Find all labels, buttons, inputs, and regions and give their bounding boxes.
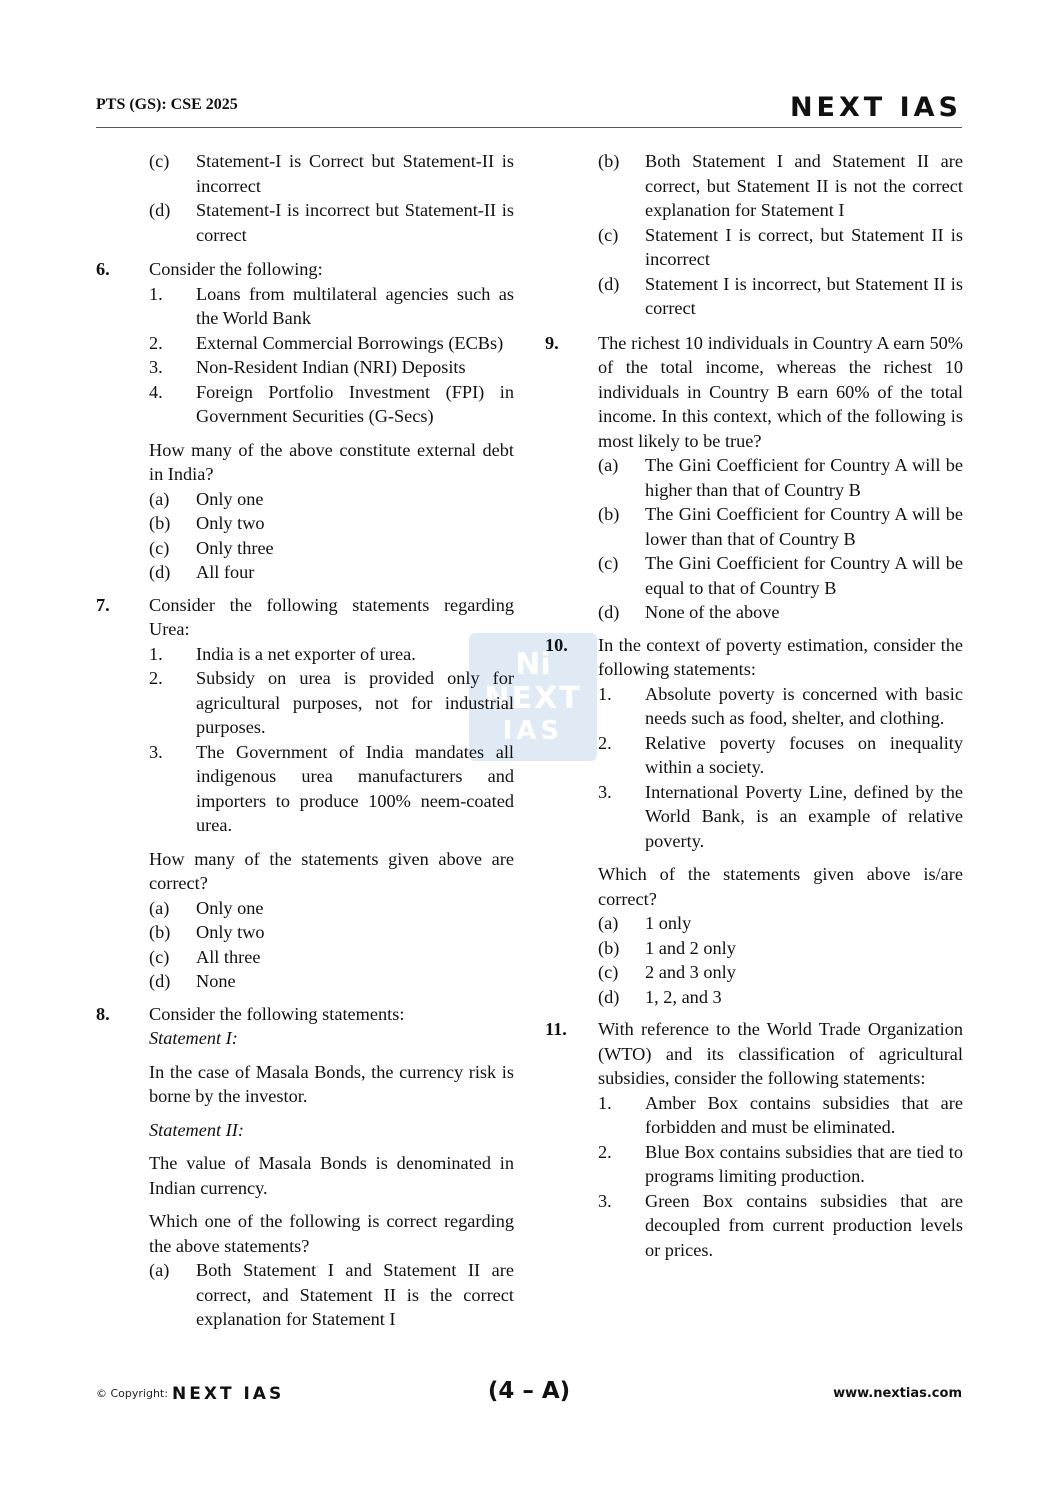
- question-11: 11. With reference to the World Trade Organization (WTO) and its classification of agricultural subsidies, consider the following statements: 1. Amber Box contains subsidies that are forbidden and must be eliminated. 2. Blue Box contains subsidies that are tied to programs limiting production. 3. Green Box contains subsidies that are decoupled from current production levels or prices.: [545, 1019, 963, 1260]
- watermark-logo: Ni NEXT IAS: [469, 633, 597, 761]
- page-number: (4 – A): [487, 1378, 571, 1404]
- footer-website-link[interactable]: www.nextias.com: [833, 1386, 962, 1401]
- left-column: [96, 149, 514, 1332]
- footer-logo: NEXT IAS: [172, 1384, 285, 1404]
- right-column: [545, 149, 963, 1262]
- question-9: 9. The richest 10 individuals in Country A earn 50% of the total income, whereas the richest 10 individuals in Country B earn 60% of the total income. In this context, which of the following is most likely to be true? (a) The Gini Coefficient for Country A will be higher than that of Country B (b) The Gini Coefficient for Country A will be lower than that of Country B (c) The Gini Coefficient for Country A will be equal to that of Country B (d) None of the above: [545, 332, 963, 622]
- footer-copyright: © Copyright:: [96, 1387, 168, 1400]
- question-8: 8. Consider the following statements: Statement I: In the case of Masala Bonds, the currency risk is borne by the investor. Statement II: The value of Masala Bonds is denominated in Indian currency. Which one of the following is correct regarding the above statements? (a) Both Statement I and Statement II are correct, and Statement II is the correct explanation for Statement I: [96, 1003, 514, 1329]
- option-row: (c) Statement-I is Correct but Statement-II is incorrect: [149, 151, 514, 196]
- question-10: 10. In the context of poverty estimation, consider the following statements: 1. Absolute poverty is concerned with basic needs such as food, shelter, and clothing. 2. Relative poverty focuses on inequality within a society. 3. International Poverty Line, defined by the World Bank, is an example of relative poverty. Which of the statements given above is/are correct? (a) 1 only (b) 1 and 2 only (c) 2 and 3 only (d) 1, 2, and 3: [545, 634, 963, 1007]
- question-6: 6. Consider the following: 1. Loans from multilateral agencies such as the World Bank 2. External Commercial Borrowings (ECBs) 3. Non-Resident Indian (NRI) Deposits 4. Foreign Portfolio Investment (FPI) in Government Securities (G-Secs) How many of the above constitute external debt in India? (a) Only one (b) Only two (c) Only three (d) All four: [96, 259, 514, 582]
- exam-title: PTS (GS): CSE 2025: [96, 96, 238, 113]
- option-row: (d) Statement-I is incorrect but Statement-II is correct: [149, 200, 514, 245]
- header-logo: NEXT IAS: [789, 92, 962, 123]
- q5-options-tail: [96, 149, 514, 247]
- question-7: 7. Consider the following statements regarding Urea: 1. India is a net exporter of urea. 2. Subsidy on urea is provided only for agricultural purposes, not for industrial purposes. 3. The Government of India mandates all indigenous urea manufacturers and importers to produce 100% neem-coated urea. How many of the statements given above are correct? (a) Only one (b) Only two (c) All three (d) None: [96, 594, 514, 991]
- header-divider: [96, 127, 962, 128]
- q8-options-tail: (b) Both Statement I and Statement II are correct, but Statement II is not the correct explanation for Statement I (c) Statement I is correct, but Statement II is incorrect (d) Statement I is incorrect, but Statement II is correct: [598, 151, 963, 318]
